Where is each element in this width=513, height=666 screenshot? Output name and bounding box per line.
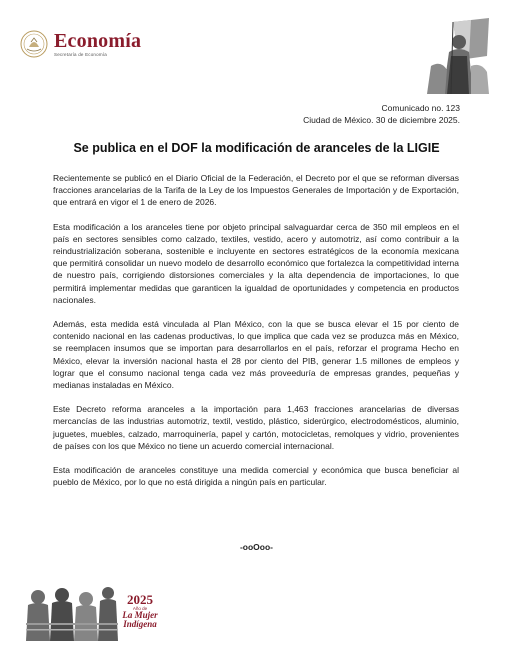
communique-number: Comunicado no. 123: [381, 103, 460, 113]
brand-title: Economía: [54, 30, 142, 52]
dateline: [303, 103, 460, 126]
headline: Se publica en el DOF la modificación de aranceles de la LIGIE: [73, 141, 440, 155]
paragraph: Esta modificación de aranceles constituye una medida comercial y económica que busca beneficiar al pueblo de México, por lo que no está dirigida a ningún país en particular.: [53, 465, 459, 488]
paragraph: Esta modificación a los aranceles tiene por objeto principal salvaguardar cerca de 350 mil empleos en el país en sectores sensibles como calzado, textiles, vestido, acero y automotriz, así como contribuir a la reindustrialización soberana, sostenible e incluyente en sectores estratégicos de la economía mexicana que permitirá consolidar un nuevo modelo de desarrollo económico que fortalezca la competitividad interna de nuestro país, corrigiendo distorsiones comerciales y la alta dependencia de importaciones, lo que permitirá implementar medidas que garanticen la igualdad de oportunidades y competencia en productos nacionales.: [53, 221, 459, 305]
year-name-line1: La Mujer: [122, 610, 158, 620]
place-date: Ciudad de México. 30 de diciembre 2025.: [303, 114, 460, 125]
national-seal-icon: [20, 30, 48, 58]
year-name-line2: Indígena: [123, 619, 157, 629]
header-illustration-image: [423, 16, 493, 96]
economia-logo: [20, 30, 141, 58]
paragraph: Recientemente se publicó en el Diario Oficial de la Federación, el Decreto por el que se reforman diversas fracciones arancelarias de la Tarifa de la Ley de los Impuestos Generales de Importación y de Exportación, que entrará en vigor el 1 de enero de 2026.: [53, 173, 459, 208]
year-subtitle: Año de: [132, 606, 148, 611]
year-logo: [110, 593, 170, 629]
year-number: 2025: [127, 592, 153, 607]
paragraph: Este Decreto reforma aranceles a la importación para 1,463 fracciones arancelarias de diversas mercancías de las industrias automotriz, textil, vestido, plástico, siderúrgico, electrodomésticos, aluminio, juguetes, muebles, calzado, marroquinería, papel y cartón, motocicletas, remolques y vidrio, provenientes de países con los que México no tiene un acuerdo comercial internacional.: [53, 404, 459, 451]
paragraph: Además, esta medida está vinculada al Plan México, con la que se busca elevar el 15 por ciento de contenido nacional en las cadenas productivas, lo que implica que cada vez se produzca más en México, se reemplacen insumos que se importan para desarrollarlos en el país, reforzar el programa Hecho en México, elevar la inversión nacional hasta el 28 por ciento del PIB, generar 1.5 millones de empleos y lograr que el consumo nacional tenga cada vez más proveeduría de empresas grandes, pequeñas y medianas instaladas en México.: [53, 319, 459, 391]
closing-mark: -ooOoo-: [239, 542, 274, 552]
brand-subtitle: Secretaría de Economía: [54, 52, 107, 57]
body-text: [53, 172, 459, 500]
